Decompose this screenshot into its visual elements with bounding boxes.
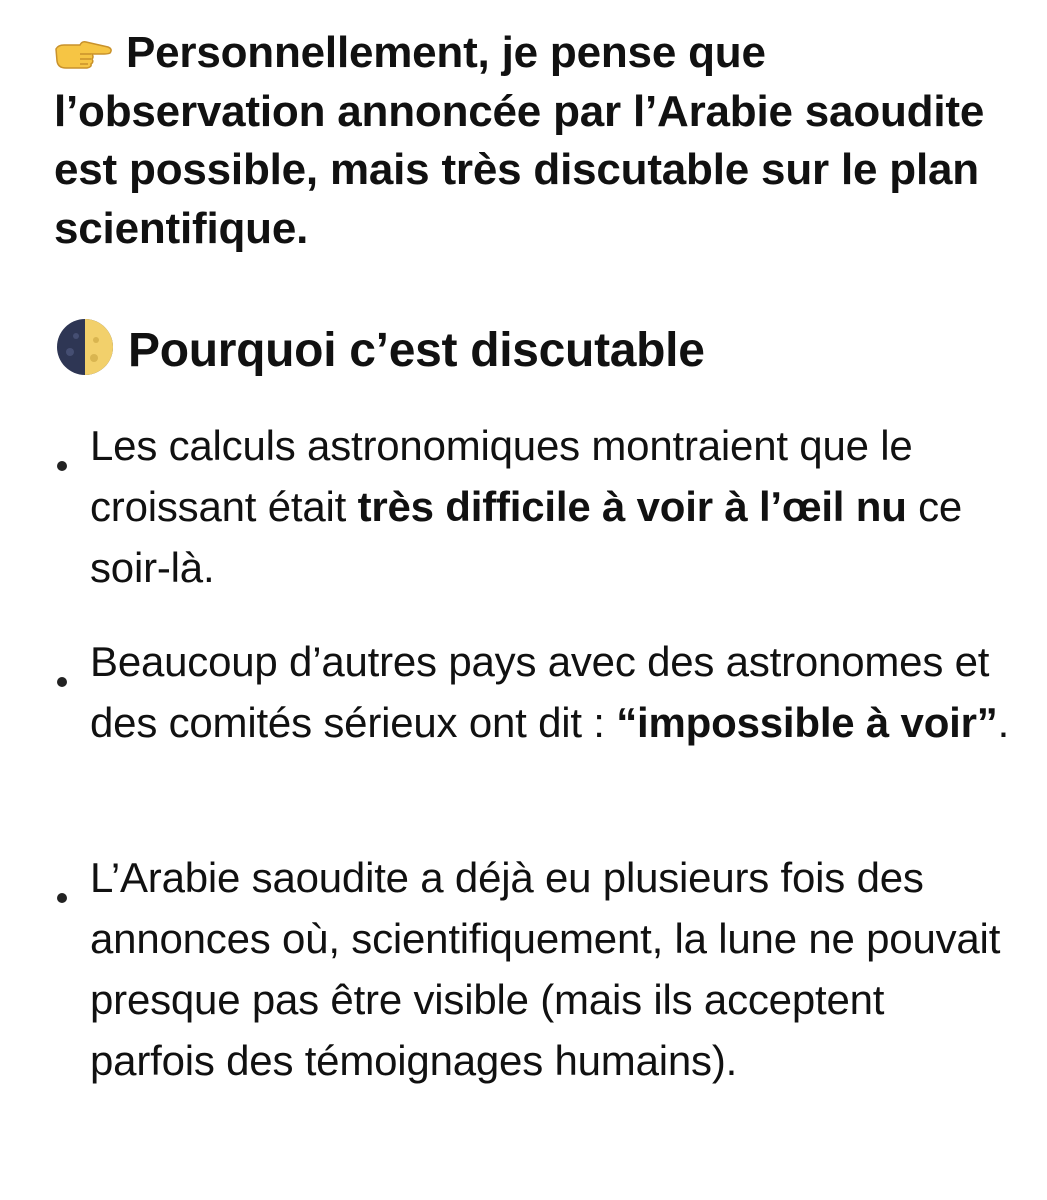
section-heading bbox=[56, 318, 1016, 382]
list-item-emphasis: “impossible à voir” bbox=[616, 699, 998, 746]
list-item bbox=[90, 631, 1020, 753]
backhand-index-pointing-right-icon bbox=[54, 26, 114, 56]
list-item-text: L’Arabie saoudite a déjà eu plusieurs fois des annonces où, scientifiquement, la lune ne pouvait presque pas être visible (mais ils acceptent parfois des témoignages humains). bbox=[90, 854, 1001, 1084]
list-item bbox=[90, 847, 1020, 1091]
list-item-text: Beaucoup d’autres pays avec des astronomes et des comités sérieux ont dit : bbox=[90, 638, 990, 746]
section-title: Pourquoi c’est discutable bbox=[128, 324, 705, 377]
first-quarter-moon-icon bbox=[56, 318, 114, 376]
intro-paragraph bbox=[54, 24, 1014, 258]
list-item-text-end: ce soir-là. bbox=[90, 483, 963, 591]
list-item bbox=[90, 415, 1020, 598]
bullet-marker bbox=[57, 677, 67, 687]
intro-text: Personnellement, je pense que l’observation annoncée par l’Arabie saoudite est possible, mais très discutable sur le plan scientifique. bbox=[54, 28, 985, 253]
list-item-emphasis: très difficile à voir à l’œil nu bbox=[357, 483, 907, 530]
list-item-text: Les calculs astronomiques montraient que le croissant était bbox=[90, 422, 913, 530]
list-item-text-end: . bbox=[997, 699, 1010, 746]
bullet-marker bbox=[57, 461, 67, 471]
bullet-marker bbox=[57, 893, 67, 903]
